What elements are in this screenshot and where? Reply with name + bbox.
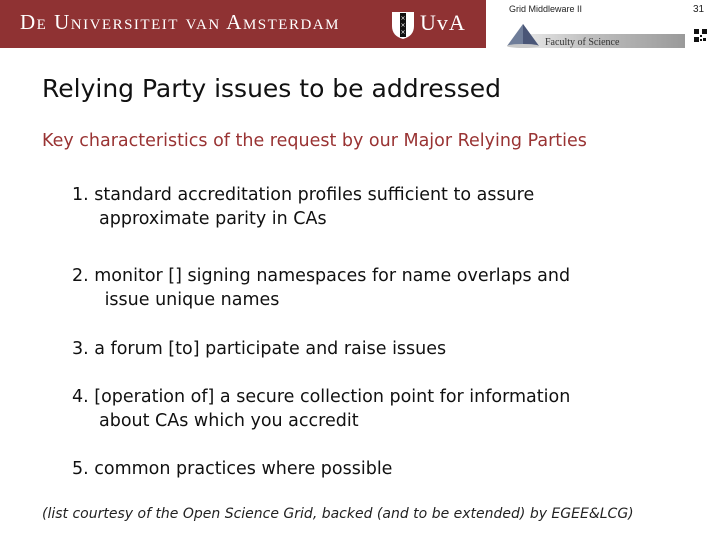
faculty-name: Faculty of Science: [545, 37, 620, 48]
list-item-text: 4. [operation of] a secure collection point for information: [72, 387, 571, 407]
amsterdam-crest-icon: [390, 10, 416, 40]
university-name: De Universiteit van Amsterdam: [20, 10, 340, 34]
list-item: [72, 183, 534, 231]
list-item-text: 5. common practices where possible: [72, 459, 393, 479]
presentation-title: Grid Middleware II: [509, 4, 583, 14]
list-item-continuation: approximate parity in CAs: [99, 209, 327, 229]
qr-code-icon: [694, 29, 707, 42]
university-banner: [0, 0, 486, 48]
svg-text:×: ×: [400, 22, 406, 29]
list-item: [72, 457, 392, 481]
list-item-continuation: issue unique names: [99, 290, 280, 310]
slide-number: 31: [693, 4, 705, 15]
slide-subtitle: Key characteristics of the request by our Major Relying Parties: [42, 131, 587, 151]
list-item-text: 1. standard accreditation profiles sufficient to assure: [72, 185, 535, 205]
footnote: (list courtesy of the Open Science Grid, backed (and to be extended) by EGEE&LCG): [42, 506, 634, 522]
uva-logo: UvA: [420, 10, 466, 35]
list-item: [72, 264, 570, 312]
slide-title: Relying Party issues to be addressed: [42, 74, 501, 103]
list-item: [72, 337, 446, 361]
list-item-text: 3. a forum [to] participate and raise issues: [72, 339, 447, 359]
svg-text:×: ×: [400, 29, 406, 36]
svg-text:×: ×: [400, 15, 406, 22]
list-item: [72, 385, 570, 433]
list-item-text: 2. monitor [] signing namespaces for name overlaps and: [72, 266, 571, 286]
list-item-continuation: about CAs which you accredit: [99, 411, 359, 431]
faculty-logo: [505, 24, 685, 48]
